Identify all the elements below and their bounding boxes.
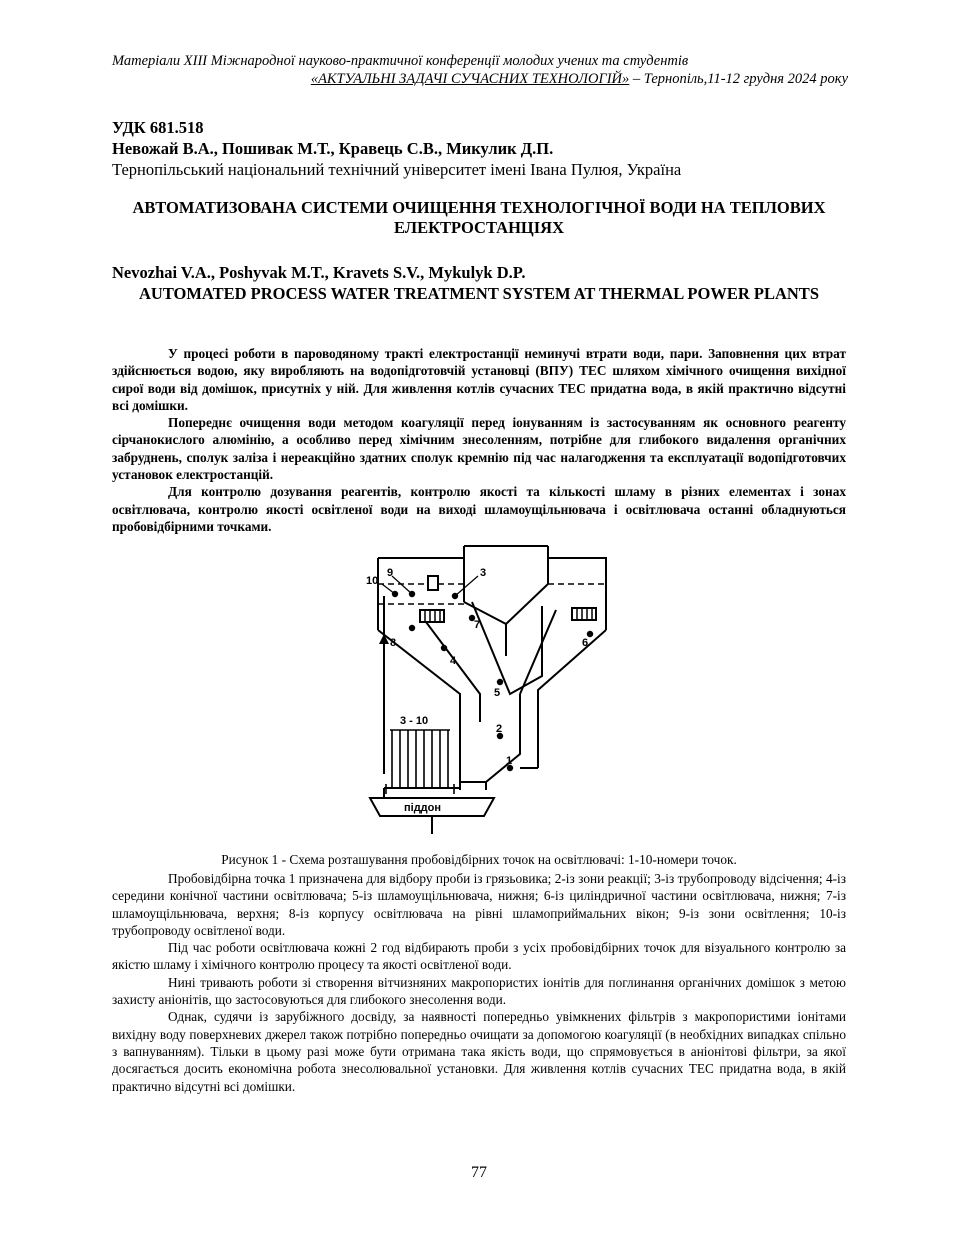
clarifier-diagram [360, 544, 620, 836]
label-3: 3 [480, 567, 487, 579]
clarifier-diagram-svg [360, 544, 620, 836]
affiliation: Тернопільський національний технічний університет імені Івана Пулюя, Україна [112, 160, 682, 179]
authors-english: Nevozhai V.A., Poshyvak M.T., Kravets S.V., Mykulyk D.P. [112, 263, 526, 282]
header-line-2 [112, 70, 848, 88]
arrow-up-icon [379, 634, 389, 644]
label-8: 8 [390, 637, 397, 649]
right-cone [538, 630, 606, 768]
label-tray: піддон [404, 802, 442, 814]
udc-code: УДК 681.518 [112, 118, 204, 137]
pipe-valve [428, 576, 438, 590]
label-1: 1 [506, 755, 513, 767]
label-7: 7 [474, 619, 481, 631]
header-line-1: Матеріали XIII Міжнародної науково-практичної конференції молодих учених та студентів [112, 53, 689, 69]
label-4: 4 [450, 655, 457, 667]
sample-point-4 [441, 645, 447, 651]
body-paragraph: Нині тривають роботи зі створення вітчизняних макропористих іонітів для поглинання органічних домішок з метою захисту аніонітів, що застосовуються для глибокого знесолення води. [112, 974, 846, 1008]
label-2: 2 [496, 723, 503, 735]
body-text [112, 870, 846, 1095]
body-paragraph: Однак, судячи із зарубіжного досвіду, за наявності попередньо увімкнених фільтрів з макропористими іонітами вихідну воду поверхневих джерел також потрібно попередньо очищати за допомогою коагуляції (в необхідних випадках спільно з вапнуванням). Тільки в цьому разі може бути отримана така якість води, що спрямовується в аніонітові фільтри, за якої досягається досить економічна робота знесолювальної установки. Для живлення котлів сучасних ТЕС придатна вода, в якій практично відсутні всі домішки. [112, 1009, 846, 1094]
sample-point-8 [409, 625, 415, 631]
funnel-lines [420, 610, 556, 722]
authors-ukrainian: Невожай В.А., Пошивак М.Т., Кравець С.В., Микулик Д.П. [112, 139, 554, 158]
abstract-paragraph: Для контролю дозування реагентів, контролю якості та кількості шламу в різних елементах і зонах освітлювача, контролю якості освітленої води на виході шламоущільнювача і освітлювача останні обладнуються пробовідбірними точками. [112, 484, 846, 534]
body-paragraph: Під час роботи освітлювача кожні 2 год відбирають проби з усіх пробовідбірних точок для візуального контролю за якістю шламу і хімічного контролю процесу та якості освітленої води. [112, 940, 846, 973]
label-9: 9 [387, 567, 394, 579]
header-place-date: – Тернопіль,11-12 грудня 2024 року [629, 71, 848, 87]
page-number: 77 [471, 1164, 487, 1181]
label-6: 6 [582, 637, 589, 649]
sample-point-5 [497, 679, 503, 685]
central-cylinder [464, 546, 548, 602]
label-range: 3 - 10 [400, 715, 429, 727]
abstract-paragraph: Попереднє очищення води методом коагуляції перед іонуванням із застосуванням як основного реагенту сірчанокислого алюмінію, а особливо перед хімічним знесоленням, потрібне для глибокого видалення органічних забруднень, сполук заліза і нереакційно здатних сполук кремнію під час налагодження та експлуатації водопідготовчих установок електростанцій. [112, 415, 846, 483]
label-5: 5 [494, 687, 501, 699]
figure-caption: Рисунок 1 - Схема розташування пробовідбірних точок на освітлювачі: 1-10-номери точок. [221, 852, 737, 867]
abstract-paragraph: У процесі роботи в пароводяному тракті електростанції неминучі втрати води, пари. Заповнення цих втрат здійснюється водою, яку виробляють на водопідготовчій установці (ВПУ) ТЕС шляхом хімічного очищення вихідної сирої води від домішок, присутніх у ній. Для живлення котлів сучасних ТЕС придатна вода, в якій практично відсутні всі домішки. [112, 346, 846, 413]
body-paragraph: Пробовідбірна точка 1 призначена для відбору проби із грязьовика; 2-із зони реакції; 3-із трубопроводу відсічення; 4-із середини конічної частини освітлювача; 5-із шламоущільнювача, нижня; 6-із циліндричної частини освітлювача, нижня; 7-із шламоущільнювача, верхня; 8-із корпусу освітлювача на рівні шламоприймальних вікон; 9-із зони освітлення; 10-із трубопроводу освітленої води. [112, 871, 846, 938]
label-10: 10 [366, 575, 379, 587]
abstract [112, 345, 846, 535]
header-conference-title: «АКТУАЛЬНІ ЗАДАЧІ СУЧАСНИХ ТЕХНОЛОГІЙ» [310, 71, 630, 87]
title-english: AUTOMATED PROCESS WATER TREATMENT SYSTEM AT THERMAL POWER PLANTS [138, 284, 819, 303]
title-ukrainian: АВТОМАТИЗОВАНА СИСТЕМИ ОЧИЩЕННЯ ТЕХНОЛОГІЧНОЇ ВОДИ НА ТЕПЛОВИХ ЕЛЕКТРОСТАНЦІЯХ [132, 198, 826, 237]
conference-header [112, 52, 848, 88]
